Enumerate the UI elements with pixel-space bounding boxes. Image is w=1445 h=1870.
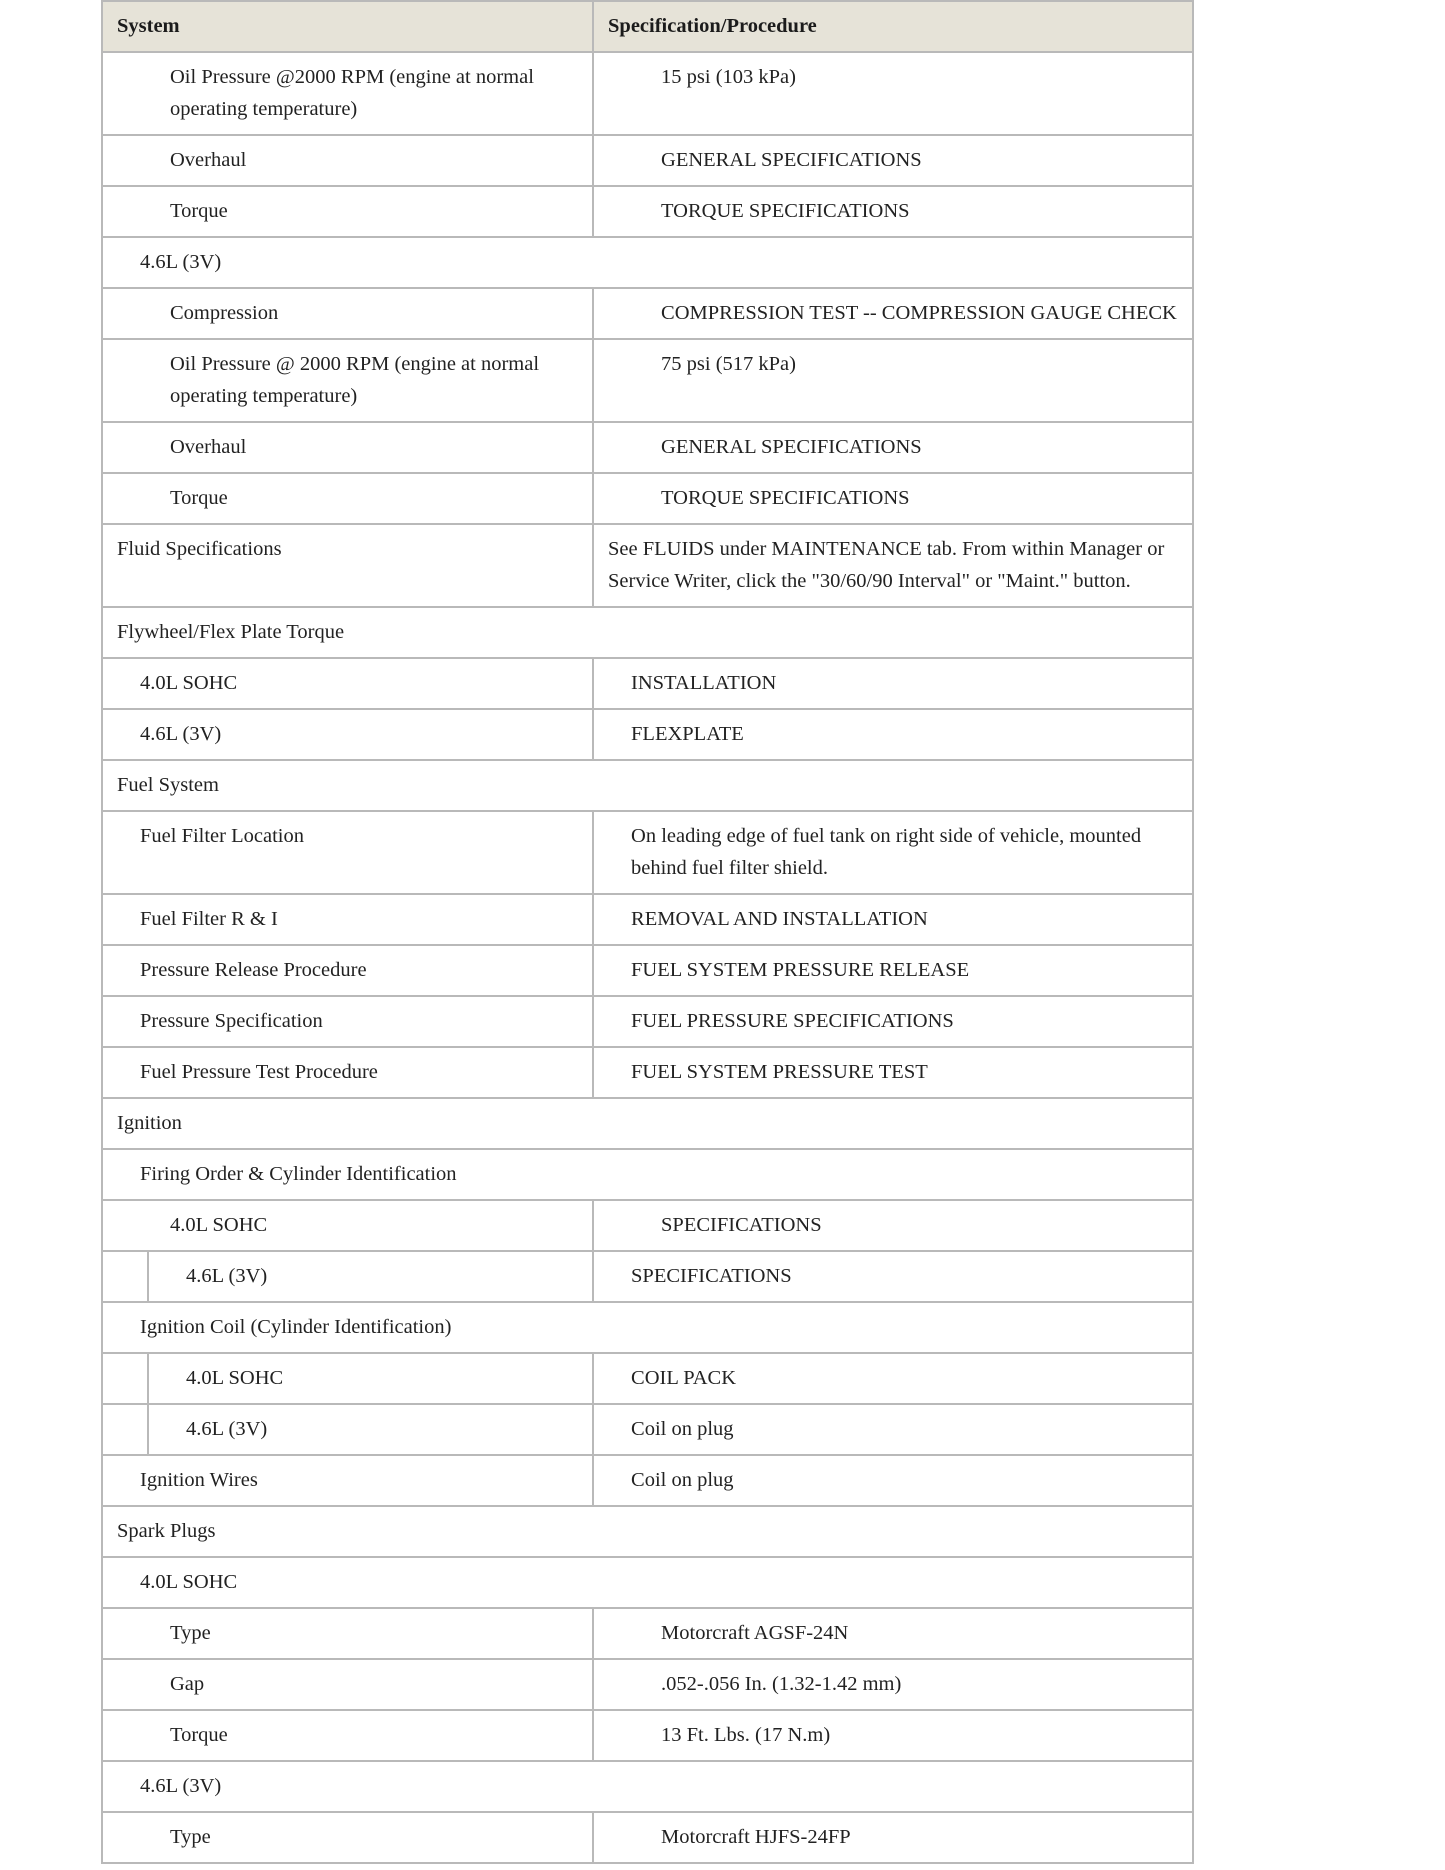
section-row <box>102 760 1193 811</box>
system-cell: Torque <box>102 1710 593 1761</box>
specification-cell: TORQUE SPECIFICATIONS <box>593 186 1193 237</box>
table-row <box>102 524 1193 607</box>
specification-cell: 75 psi (517 kPa) <box>593 339 1193 422</box>
section-label: Fuel System <box>102 760 1193 811</box>
section-label: 4.6L (3V) <box>102 237 1193 288</box>
specification-cell: REMOVAL AND INSTALLATION <box>593 894 1193 945</box>
system-cell: 4.6L (3V) <box>148 1251 593 1302</box>
specification-cell: FLEXPLATE <box>593 709 1193 760</box>
system-cell: Pressure Release Procedure <box>102 945 593 996</box>
section-label: 4.0L SOHC <box>102 1557 1193 1608</box>
system-cell: 4.6L (3V) <box>148 1404 593 1455</box>
table-header-row <box>102 1 1193 52</box>
section-label: Ignition <box>102 1098 1193 1149</box>
system-cell: Torque <box>102 186 593 237</box>
table-body <box>102 52 1193 1863</box>
column-header-specification: Specification/Procedure <box>593 1 1193 52</box>
specification-cell: INSTALLATION <box>593 658 1193 709</box>
table-row <box>102 422 1193 473</box>
system-cell: Fuel Pressure Test Procedure <box>102 1047 593 1098</box>
specification-cell: SPECIFICATIONS <box>593 1200 1193 1251</box>
table-row <box>102 996 1193 1047</box>
section-row <box>102 1098 1193 1149</box>
system-cell: Oil Pressure @ 2000 RPM (engine at normal operating temperature) <box>102 339 593 422</box>
table-row <box>102 1251 1193 1302</box>
specification-cell: FUEL PRESSURE SPECIFICATIONS <box>593 996 1193 1047</box>
specification-cell: FUEL SYSTEM PRESSURE RELEASE <box>593 945 1193 996</box>
table-row <box>102 1659 1193 1710</box>
table-row <box>102 1404 1193 1455</box>
system-cell: 4.0L SOHC <box>102 658 593 709</box>
column-header-system: System <box>102 1 593 52</box>
system-cell: Overhaul <box>102 135 593 186</box>
section-label: Firing Order & Cylinder Identification <box>102 1149 1193 1200</box>
table-row <box>102 1812 1193 1863</box>
section-row <box>102 607 1193 658</box>
system-cell: Fluid Specifications <box>102 524 593 607</box>
table-row <box>102 709 1193 760</box>
specification-cell: COMPRESSION TEST -- COMPRESSION GAUGE CHECK <box>593 288 1193 339</box>
system-cell: 4.0L SOHC <box>102 1200 593 1251</box>
specification-cell: .052-.056 In. (1.32-1.42 mm) <box>593 1659 1193 1710</box>
system-cell: Ignition Wires <box>102 1455 593 1506</box>
table-row <box>102 288 1193 339</box>
system-cell: Type <box>102 1608 593 1659</box>
table-row <box>102 1608 1193 1659</box>
specification-table <box>101 0 1194 1864</box>
table-row <box>102 1710 1193 1761</box>
table-row <box>102 1455 1193 1506</box>
specification-cell: On leading edge of fuel tank on right side of vehicle, mounted behind fuel filter shield. <box>593 811 1193 894</box>
section-label: Spark Plugs <box>102 1506 1193 1557</box>
specification-cell: GENERAL SPECIFICATIONS <box>593 422 1193 473</box>
section-row <box>102 1557 1193 1608</box>
system-cell: 4.0L SOHC <box>148 1353 593 1404</box>
system-cell: Gap <box>102 1659 593 1710</box>
table-row <box>102 1200 1193 1251</box>
section-row <box>102 1506 1193 1557</box>
section-label: Ignition Coil (Cylinder Identification) <box>102 1302 1193 1353</box>
specification-cell: See FLUIDS under MAINTENANCE tab. From within Manager or Service Writer, click the "30/60/90 Interval" or "Maint." button. <box>593 524 1193 607</box>
system-cell: Torque <box>102 473 593 524</box>
section-row <box>102 1302 1193 1353</box>
system-cell: Fuel Filter Location <box>102 811 593 894</box>
section-label: 4.6L (3V) <box>102 1761 1193 1812</box>
specification-cell: 13 Ft. Lbs. (17 N.m) <box>593 1710 1193 1761</box>
system-cell: 4.6L (3V) <box>102 709 593 760</box>
indent-stub-cell <box>102 1404 148 1455</box>
system-cell: Pressure Specification <box>102 996 593 1047</box>
specification-cell: SPECIFICATIONS <box>593 1251 1193 1302</box>
indent-stub-cell <box>102 1251 148 1302</box>
specification-cell: FUEL SYSTEM PRESSURE TEST <box>593 1047 1193 1098</box>
table-row <box>102 473 1193 524</box>
specification-cell: Coil on plug <box>593 1404 1193 1455</box>
specification-cell: Coil on plug <box>593 1455 1193 1506</box>
section-label: Flywheel/Flex Plate Torque <box>102 607 1193 658</box>
section-row <box>102 1761 1193 1812</box>
section-row <box>102 1149 1193 1200</box>
table-row <box>102 339 1193 422</box>
section-row <box>102 237 1193 288</box>
system-cell: Type <box>102 1812 593 1863</box>
table-row <box>102 945 1193 996</box>
table-row <box>102 1353 1193 1404</box>
system-cell: Compression <box>102 288 593 339</box>
table-row <box>102 1047 1193 1098</box>
system-cell: Oil Pressure @2000 RPM (engine at normal operating temperature) <box>102 52 593 135</box>
specification-cell: COIL PACK <box>593 1353 1193 1404</box>
indent-stub-cell <box>102 1353 148 1404</box>
specification-cell: TORQUE SPECIFICATIONS <box>593 473 1193 524</box>
specification-cell: GENERAL SPECIFICATIONS <box>593 135 1193 186</box>
table-row <box>102 658 1193 709</box>
table-row <box>102 135 1193 186</box>
system-cell: Overhaul <box>102 422 593 473</box>
table-row <box>102 186 1193 237</box>
system-cell: Fuel Filter R & I <box>102 894 593 945</box>
table-row <box>102 52 1193 135</box>
specification-cell: Motorcraft HJFS-24FP <box>593 1812 1193 1863</box>
specification-cell: Motorcraft AGSF-24N <box>593 1608 1193 1659</box>
specification-cell: 15 psi (103 kPa) <box>593 52 1193 135</box>
table-row <box>102 811 1193 894</box>
table-row <box>102 894 1193 945</box>
